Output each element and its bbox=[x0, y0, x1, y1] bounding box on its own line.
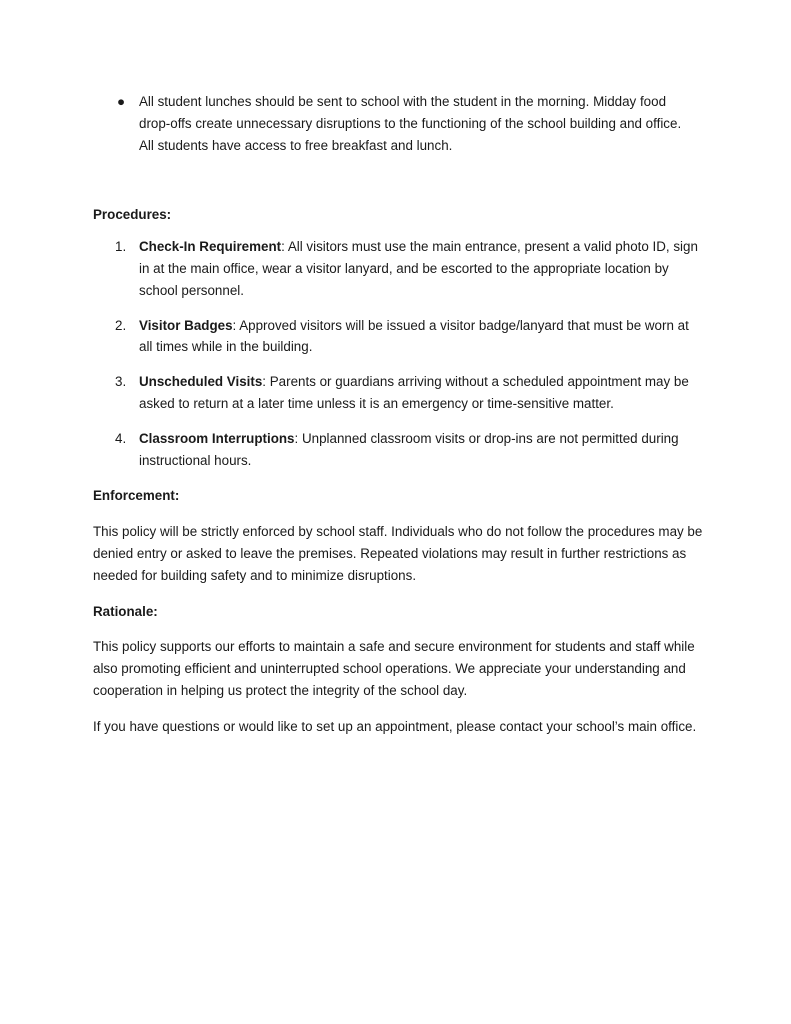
procedure-item-check-in bbox=[93, 236, 704, 301]
procedure-term: Unscheduled Visits bbox=[139, 374, 263, 390]
procedure-item-unscheduled-visits bbox=[93, 371, 704, 415]
rationale-paragraph: This policy supports our efforts to maintain a safe and secure environment for students and staff while also promoting efficient and uninterrupted school operations. We appreciate your understanding and cooperation in helping us protect the integrity of the school day. bbox=[93, 639, 695, 698]
procedure-term: Visitor Badges bbox=[139, 317, 233, 333]
bullet-item-lunches bbox=[93, 91, 699, 156]
procedures-list bbox=[93, 236, 708, 471]
procedure-number: 2. bbox=[115, 317, 127, 333]
closing-paragraph: If you have questions or would like to set up an appointment, please contact your school’s main office. bbox=[93, 718, 697, 734]
procedures-heading: Procedures: bbox=[93, 207, 172, 223]
bullet-text: All student lunches should be sent to school with the student in the morning. Midday food drop-offs create unnecessary disruptions to the functioning of the school building and office. All students have access to free breakfast and lunch. bbox=[139, 94, 682, 153]
enforcement-paragraph: This policy will be strictly enforced by school staff. Individuals who do not follow the procedures may be denied entry or asked to leave the premises. Repeated violations may result in further restrictions as needed for building safety and to minimize disruptions. bbox=[93, 524, 703, 583]
procedure-text: : Approved visitors will be issued a visitor badge/lanyard that must be worn at all times while in the building. bbox=[139, 317, 689, 355]
procedure-text: : Parents or guardians arriving without a scheduled appointment may be asked to return at a later time unless it is an emergency or time-sensitive matter. bbox=[139, 374, 689, 411]
procedure-item-visitor-badges bbox=[93, 315, 704, 359]
enforcement-heading: Enforcement: bbox=[93, 488, 180, 504]
procedure-item-classroom-interruptions bbox=[93, 428, 704, 472]
bullet-icon: ● bbox=[116, 94, 126, 109]
bullet-list bbox=[93, 91, 708, 156]
rationale-heading: Rationale: bbox=[93, 603, 158, 619]
procedure-term: Classroom Interruptions bbox=[139, 430, 295, 446]
document-page bbox=[93, 91, 708, 738]
procedure-number: 4. bbox=[115, 430, 127, 446]
procedure-number: 3. bbox=[115, 374, 127, 390]
procedure-text: : Unplanned classroom visits or drop-ins are not permitted during instructional hours. bbox=[139, 430, 679, 468]
procedure-text: : All visitors must use the main entrance, present a valid photo ID, sign in at the main office, wear a visitor lanyard, and be escorted to the appropriate location by school personnel. bbox=[139, 239, 698, 298]
procedure-number: 1. bbox=[115, 239, 127, 255]
procedure-term: Check-In Requirement bbox=[139, 239, 282, 255]
